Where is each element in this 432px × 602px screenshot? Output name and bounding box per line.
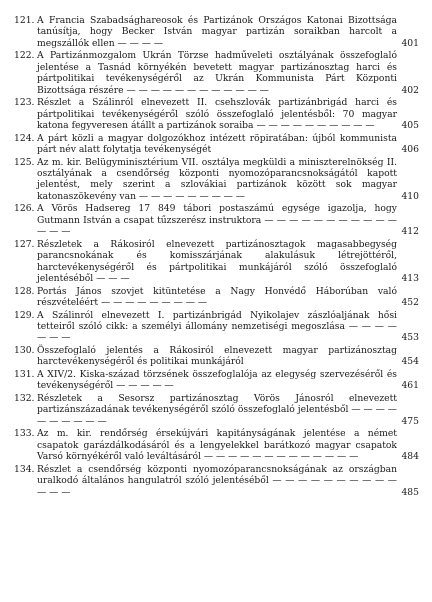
entry-page-number: 405 (401, 120, 419, 132)
entry-number: 126. (14, 203, 35, 215)
entry-title: Részlet a csendőrség központi nyomozóparancsnokságának az országban uralkodó általános hangulatról szóló jelentéséből — — — — — — — — — — — — — (37, 463, 397, 498)
entry-number: 133. (14, 428, 35, 440)
entry-page-number: 401 (401, 37, 419, 49)
entry-title: Részletek a Sesorsz partizánosztag Vörös Jánosról elnevezett partizánszázadának tevékenységéről szóló összefoglaló jelentésből — — — — — — — — — — (37, 393, 397, 427)
entry-title: A Francia Szabadsághareosok és Partizánok Országos Katonai Bizottsága tanúsítja, hogy Becker István magyar partizán soraikban harcolt a megszállók ellen — — — — (37, 15, 397, 49)
entry-number: 125. (14, 156, 35, 168)
table-of-contents (14, 15, 419, 499)
entry-page-number: 410 (401, 190, 419, 202)
entry-number: 124. (14, 132, 35, 144)
entry-title: Az m. kir. Belügyminisztérium VII. osztálya megküldi a miniszterelnökség II. osztályának a csendőrség központi nyomozóparancsnokságától kapott jelentést, mely szerint a szlovákiai partizánok között sok magyar katonaszökevény van — — — — — — — — — (37, 156, 397, 202)
entry-number: 121. (14, 15, 35, 26)
entry-page-number: 402 (401, 84, 419, 96)
entry-title: A Szálinról elnevezett I. partizánbrigád Nyikolajev zászlóaljának hősi tetteiről szóló cikk: a személyi állomány nemzetiségi megoszlása — — — — — — — (37, 309, 397, 344)
entry-title: A XIV/2. Kiska-század törzsének összefoglalója az elegység szervezéséről és tevékenységéről — — — — — (37, 369, 397, 392)
entry-title: Az m. kir. rendőrség érsekújvári kapitányságának jelentése a német csapatok garázdálkodásáról és a lengyelekkel barátkozó magyar csapatok Varsó környékéről való leváltásáról — — — — — — — — — — — — — (37, 428, 397, 463)
entry-number: 122. (14, 50, 35, 62)
toc-entry (14, 133, 419, 156)
entry-number: 129. (14, 309, 35, 321)
toc-entry (14, 464, 419, 498)
toc-entry (14, 428, 419, 462)
entry-number: 134. (14, 463, 35, 475)
entry-title: A párt közli a magyar dolgozókhoz intézett röpiratában: újból kommunista párt név alatt folytatja tevékenységét (37, 132, 397, 156)
toc-entry (14, 97, 419, 131)
entry-page-number: 406 (401, 144, 419, 156)
entry-title: A Partizánmozgalom Ukrán Törzse hadműveleti osztályának összefoglaló jelentése a Tasnád környékén bevetett magyar partizánosztag harci és pártpolitikai tevékenységéről az Ukrán Kommunista Párt Központi Bizottsága részére — — — — — — — — — — — — (37, 50, 397, 96)
entry-page-number: 461 (401, 380, 419, 392)
entry-page-number: 475 (401, 415, 419, 427)
entry-number: 128. (14, 285, 35, 297)
entry-number: 132. (14, 393, 35, 405)
toc-entry (14, 369, 419, 392)
entry-title: Részlet a Szálinról elnevezett II. csehszlovák partizánbrigád harci és pártpolitikai tevékenységéről szóló összefoglaló jelentésből: 70 magyar katona fegyveresen átállt a partizánok soraiba — — — — — — — — — — (37, 97, 397, 132)
entry-number: 131. (14, 369, 35, 381)
toc-entry (14, 50, 419, 96)
toc-entry (14, 310, 419, 344)
entry-number: 130. (14, 345, 35, 357)
toc-entry (14, 345, 419, 368)
toc-entry (14, 157, 419, 203)
toc-entry (14, 239, 419, 285)
toc-entry (14, 393, 419, 427)
entry-number: 123. (14, 97, 35, 109)
entry-page-number: 452 (401, 297, 419, 309)
entry-page-number: 485 (401, 486, 419, 498)
entry-page-number: 412 (401, 226, 419, 238)
toc-entry (14, 203, 419, 237)
entry-page-number: 484 (401, 451, 419, 463)
entry-title: Részletek a Rákosiról elnevezett partizánosztagok magasabbegység parancsnokának és komisszárjának alakulásuk létrejöttéről, harctevékenységéről és pártpolitikai munkájáról szóló összefoglaló jelentéséből — — — (37, 238, 397, 285)
entry-number: 127. (14, 238, 35, 250)
entry-title: Összefoglaló jelentés a Rákosiról elnevezett magyar partizánosztag harctevékenységéről és politikai munkájáról (37, 345, 397, 368)
entry-page-number: 453 (401, 332, 419, 344)
toc-entry (14, 15, 419, 49)
entry-page-number: 454 (401, 356, 419, 368)
entry-title: Portás János szovjet kitüntetése a Nagy Honvédő Háborúban való részvételéért — — — — — — — — — (37, 285, 397, 309)
entry-title: A Vörös Hadsereg 17 849 tábori postaszámú egysége igazolja, hogy Gutmann István a csapat tűzszerész instruktora — — — — — — — — — — — — — — (37, 203, 397, 238)
entry-page-number: 413 (401, 273, 419, 285)
toc-entry (14, 286, 419, 309)
